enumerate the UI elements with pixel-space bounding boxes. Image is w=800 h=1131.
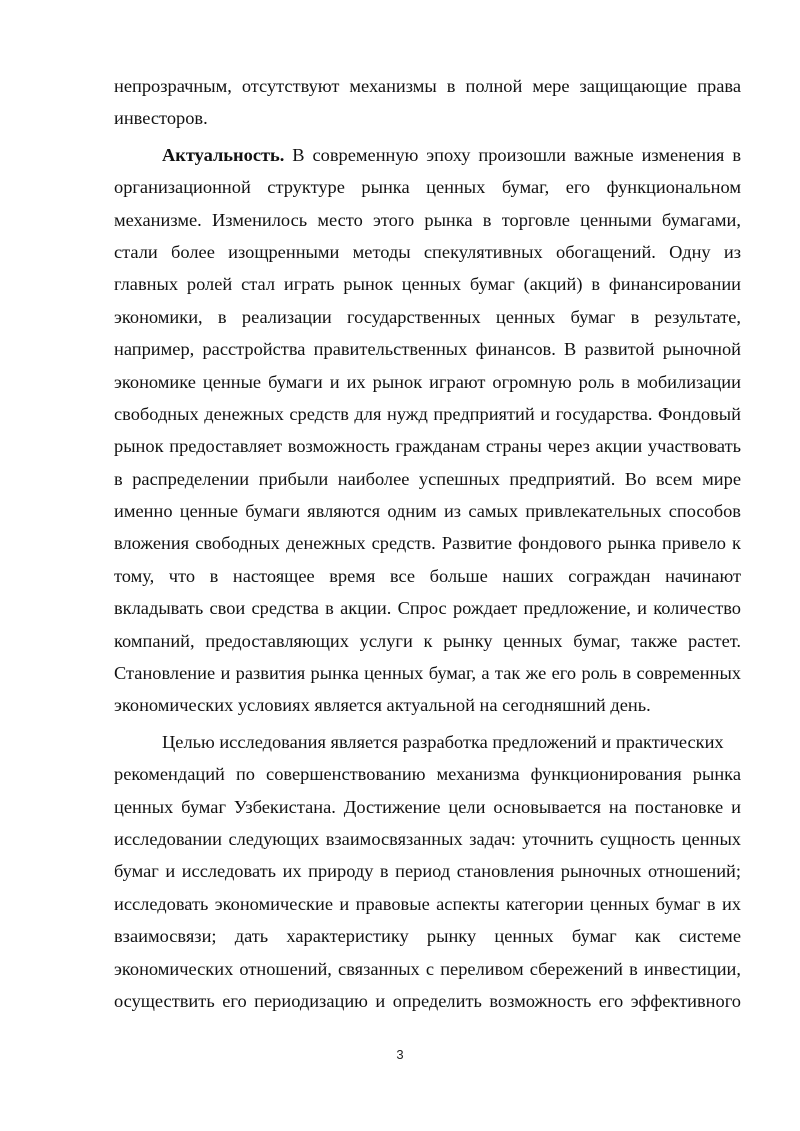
text-line: свободных денежных средств для нужд предприятий и государства. Фондовый	[114, 403, 741, 424]
text-line: вкладывать свои средства в акции. Спрос рождает предложение, и количество	[114, 598, 741, 619]
text-line: инвесторов.	[114, 108, 208, 129]
text-line: вложения свободных денежных средств. Развитие фондового рынка привело к	[114, 533, 741, 554]
text-line: Целью исследования является разработка предложений и практических	[162, 731, 724, 752]
page-number: 3	[396, 1047, 404, 1062]
text-line: исследовании следующих взаимосвязанных задач: уточнить сущность ценных	[114, 828, 741, 849]
text-line: в распределении прибыли наиболее успешных предприятий. Во всем мире	[114, 468, 741, 489]
text-line: Становление и развития рынка ценных бумаг, а так же его роль в современных	[114, 663, 741, 684]
text-line: рынок предоставляет возможность гражданам страны через акции участвовать	[114, 436, 741, 457]
text-line: компаний, предоставляющих услуги к рынку ценных бумаг, также растет.	[114, 630, 741, 651]
text-line: бумаг и исследовать их природу в период становления рыночных отношений;	[114, 861, 741, 882]
text-line: экономических отношений, связанных с переливом сбережений в инвестиции,	[114, 958, 741, 979]
text-line: главных ролей стал играть рынок ценных бумаг (акций) в финансировании	[114, 274, 741, 295]
text-run: В современную эпоху произошли важные изменения в	[284, 144, 741, 165]
relevance-heading: Актуальность.	[162, 144, 285, 165]
paragraph-continuation	[114, 70, 741, 135]
text-line: механизме. Изменилось место этого рынка в торговле ценными бумагами,	[114, 209, 741, 230]
document-page	[114, 70, 741, 1017]
text-line	[114, 139, 741, 171]
text-line: осуществить его периодизацию и определить возможность его эффективного	[114, 990, 741, 1011]
text-line: исследовать экономические и правовые аспекты категории ценных бумаг в их	[114, 893, 741, 914]
text-line: стали более изощренными методы спекулятивных обогащений. Одну из	[114, 241, 741, 262]
text-line: взаимосвязи; дать характеристику рынку ценных бумаг как системе	[114, 926, 741, 947]
paragraph-relevance	[114, 139, 741, 722]
text-line: экономики, в реализации государственных ценных бумаг в результате,	[114, 306, 741, 327]
text-line: экономических условиях является актуальной на сегодняшний день.	[114, 695, 651, 716]
paragraph-research-goal	[114, 726, 741, 1018]
text-line: тому, что в настоящее время все больше наших сограждан начинают	[114, 565, 741, 586]
text-line: например, расстройства правительственных финансов. В развитой рыночной	[114, 339, 741, 360]
text-line: рекомендаций по совершенствованию механизма функционирования рынка	[114, 764, 741, 785]
text-line: непрозрачным, отсутствуют механизмы в полной мере защищающие права	[114, 76, 741, 96]
text-line: экономике ценные бумаги и их рынок играют огромную роль в мобилизации	[114, 371, 741, 392]
text-line: ценных бумаг Узбекистана. Достижение цели основывается на постановке и	[114, 796, 741, 817]
text-line: организационной структуре рынка ценных бумаг, его функциональном	[114, 177, 741, 198]
text-line: именно ценные бумаги являются одним из самых привлекательных способов	[114, 501, 741, 522]
